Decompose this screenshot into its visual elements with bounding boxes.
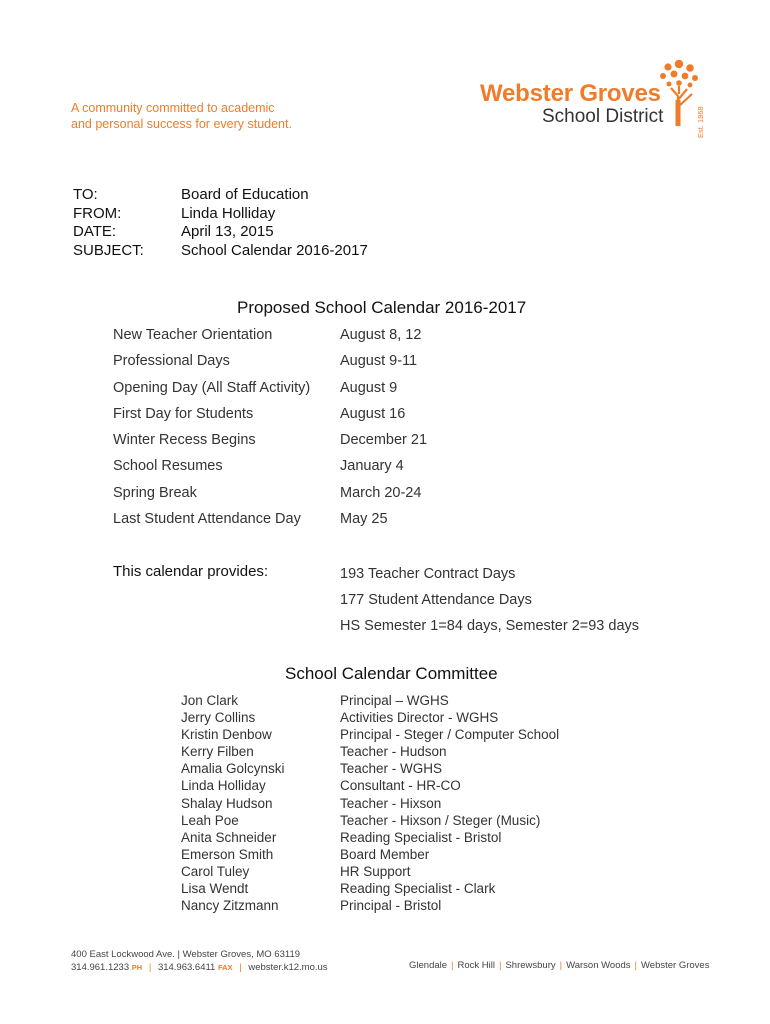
member-role: HR Support bbox=[340, 863, 411, 879]
calendar-date: May 25 bbox=[340, 511, 388, 528]
calendar-title: Proposed School Calendar 2016-2017 bbox=[237, 298, 527, 317]
member-role: Teacher - WGHS bbox=[340, 761, 443, 777]
member-name: Emerson Smith bbox=[181, 846, 274, 862]
memo-value: School Calendar 2016-2017 bbox=[181, 241, 368, 259]
footer-fax-label: FAX bbox=[218, 963, 233, 972]
committee-title: School Calendar Committee bbox=[285, 664, 498, 683]
calendar-date: August 8, 12 bbox=[340, 327, 422, 343]
footer-address: 400 East Lockwood Ave. | Webster Groves, MO 63119 bbox=[71, 949, 301, 960]
provides-label: This calendar provides: bbox=[113, 563, 269, 580]
calendar-row bbox=[113, 508, 427, 534]
provides-item: 177 Student Attendance Days bbox=[340, 592, 532, 609]
member-role: Teacher - Hixson / Steger (Music) bbox=[340, 812, 541, 828]
footer-separator: | bbox=[498, 960, 502, 971]
member-role: Consultant - HR-CO bbox=[340, 778, 461, 794]
memo-row bbox=[73, 242, 368, 261]
memo-label: TO: bbox=[73, 186, 98, 203]
member-name: Shalay Hudson bbox=[181, 795, 273, 811]
committee-row bbox=[181, 777, 559, 794]
memo-label: FROM: bbox=[73, 204, 122, 222]
tagline bbox=[71, 100, 292, 132]
calendar-event: First Day for Students bbox=[113, 405, 254, 422]
footer-phone-label: PH bbox=[131, 963, 143, 972]
calendar-row bbox=[113, 403, 427, 429]
footer-website[interactable]: webster.k12.mo.us bbox=[248, 962, 328, 973]
committee-row bbox=[181, 692, 559, 709]
footer-separator: | bbox=[451, 960, 454, 971]
footer-fax: 314.963.6411 bbox=[157, 962, 216, 973]
community-name: Glendale bbox=[409, 960, 448, 971]
member-role: Activities Director - WGHS bbox=[340, 710, 499, 726]
calendar-event: School Resumes bbox=[113, 458, 223, 475]
calendar-date: August 16 bbox=[340, 405, 406, 422]
member-role: Board Member bbox=[340, 846, 430, 862]
calendar-event: New Teacher Orientation bbox=[113, 327, 273, 343]
calendar-event: Opening Day (All Staff Activity) bbox=[113, 379, 311, 396]
footer-separator: | bbox=[634, 960, 637, 971]
calendar-date: January 4 bbox=[340, 458, 404, 475]
logo-subtitle: School District bbox=[542, 106, 664, 127]
member-name: Jerry Collins bbox=[181, 710, 256, 726]
memo-header bbox=[73, 186, 368, 260]
memo-label: DATE: bbox=[73, 223, 117, 241]
calendar-row bbox=[113, 377, 427, 403]
committee-row bbox=[181, 709, 559, 726]
footer-separator: | bbox=[239, 962, 242, 973]
memo-row bbox=[73, 223, 368, 242]
committee-row bbox=[181, 795, 559, 812]
committee-row bbox=[181, 863, 559, 880]
committee-row bbox=[181, 726, 559, 743]
member-role: Principal - Steger / Computer School bbox=[340, 727, 560, 743]
member-name: Leah Poe bbox=[181, 812, 239, 828]
committee-row bbox=[181, 846, 559, 863]
community-name: Rock Hill bbox=[457, 960, 495, 971]
tagline-line-2: and personal success for every student. bbox=[71, 117, 292, 131]
calendar-date: March 20-24 bbox=[340, 484, 422, 501]
community-name: Warson Woods bbox=[566, 960, 631, 971]
memo-value: Linda Holliday bbox=[181, 204, 276, 222]
calendar-date: August 9 bbox=[340, 379, 398, 396]
memo-value: April 13, 2015 bbox=[181, 223, 274, 241]
member-name: Jon Clark bbox=[181, 693, 239, 708]
calendar-event: Winter Recess Begins bbox=[113, 432, 256, 449]
calendar-row bbox=[113, 455, 427, 481]
calendar-event: Spring Break bbox=[113, 484, 197, 501]
member-role: Teacher - Hudson bbox=[340, 744, 447, 760]
provides-item: HS Semester 1=84 days, Semester 2=93 days bbox=[340, 618, 640, 635]
member-name: Anita Schneider bbox=[181, 829, 277, 845]
member-name: Linda Holliday bbox=[181, 778, 266, 794]
calendar-date: August 9-11 bbox=[340, 353, 418, 370]
committee-row bbox=[181, 897, 559, 914]
member-name: Amalia Golcynski bbox=[181, 761, 285, 777]
calendar-event: Professional Days bbox=[113, 353, 230, 370]
memo-row bbox=[73, 205, 368, 224]
footer-contact bbox=[71, 948, 328, 974]
provides-list bbox=[340, 563, 639, 642]
memo-value: Board of Education bbox=[181, 186, 309, 203]
member-role: Principal - Bristol bbox=[340, 898, 442, 914]
calendar-row bbox=[113, 350, 427, 376]
member-name: Kristin Denbow bbox=[181, 727, 272, 743]
member-role: Teacher - Hixson bbox=[340, 795, 442, 811]
memo-label: SUBJECT: bbox=[73, 241, 144, 259]
member-name: Carol Tuley bbox=[181, 863, 250, 879]
community-name: Webster Groves bbox=[640, 960, 710, 971]
calendar-event: Last Student Attendance Day bbox=[113, 511, 301, 528]
provides-item: 193 Teacher Contract Days bbox=[340, 566, 516, 582]
committee-list bbox=[181, 692, 559, 914]
member-name: Lisa Wendt bbox=[181, 881, 249, 897]
footer-separator: | bbox=[148, 962, 152, 973]
logo-wordmark: Webster Groves bbox=[480, 80, 661, 107]
member-role: Reading Specialist - Bristol bbox=[340, 829, 502, 845]
member-name: Nancy Zitzmann bbox=[181, 898, 279, 914]
footer-separator: | bbox=[559, 960, 563, 971]
calendar-row bbox=[113, 482, 427, 508]
committee-row bbox=[181, 812, 559, 829]
calendar-date: December 21 bbox=[340, 432, 428, 449]
footer-phone-line bbox=[71, 961, 328, 974]
tagline-line-1: A community committed to academic bbox=[71, 101, 275, 115]
committee-row bbox=[181, 760, 559, 777]
footer-phone: 314.961.1233 bbox=[71, 962, 130, 973]
calendar-table bbox=[113, 324, 427, 534]
community-name: Shrewsbury bbox=[505, 960, 556, 971]
committee-row bbox=[181, 880, 559, 897]
calendar-row bbox=[113, 324, 427, 350]
footer-communities bbox=[409, 960, 709, 971]
member-role: Principal – WGHS bbox=[340, 693, 449, 708]
logo-established: Est. 1868 bbox=[696, 106, 705, 138]
calendar-row bbox=[113, 429, 427, 455]
member-name: Kerry Filben bbox=[181, 744, 254, 760]
committee-row bbox=[181, 743, 559, 760]
memo-row bbox=[73, 186, 368, 205]
member-role: Reading Specialist - Clark bbox=[340, 881, 496, 897]
committee-row bbox=[181, 829, 559, 846]
